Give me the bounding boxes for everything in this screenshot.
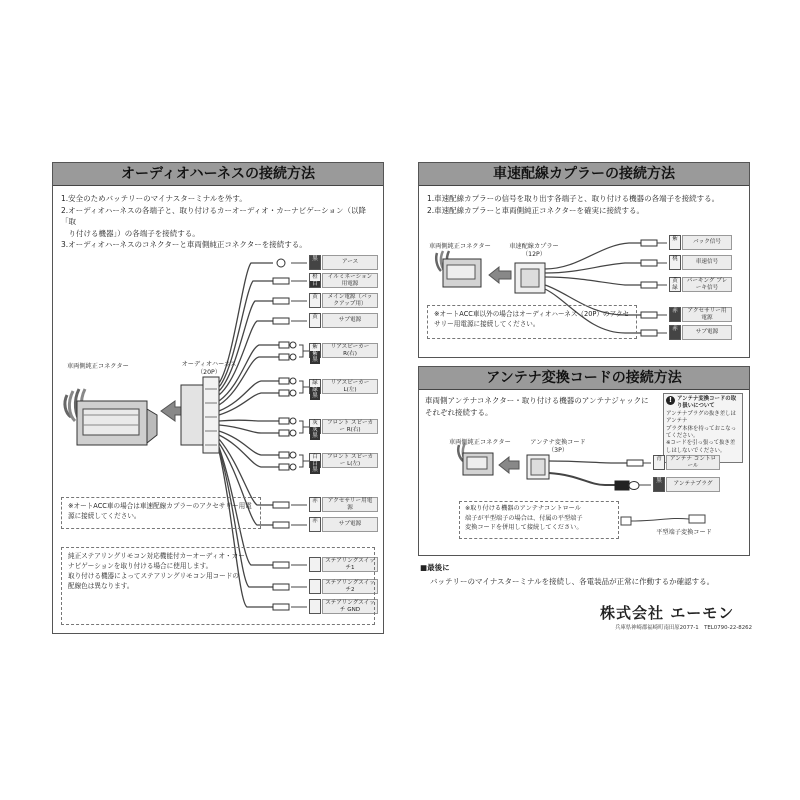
audio-wire-row	[309, 419, 378, 439]
speed-acc-note: ※オートACC車以外の場合はオーディオハーネス（20P）のアクセサリー用電源に接続してください。	[427, 305, 637, 339]
antenna-intro-1: 車両側アンテナコネクター・取り付ける機器のアンテナジャックに	[425, 396, 649, 405]
speed-wire-row	[669, 277, 732, 292]
flat-terminal-cord	[621, 515, 705, 525]
antenna-flat-note	[459, 501, 619, 539]
harness-connector-illustration	[181, 377, 219, 453]
steering-note-line-4: 配線色は異なります。	[68, 582, 134, 590]
speed-wire-color-text: 黄緑	[672, 278, 678, 291]
audio-wire-color-text: 灰黒	[310, 427, 320, 440]
antenna-wire-color-text: 黒	[656, 478, 662, 484]
speed-wire-label: サブ電源	[682, 325, 732, 340]
audio-step-2: 2.オーディオハーネスの各端子と、取り付けるカーオーディオ・カーナビゲーション（以降「取	[61, 205, 366, 226]
audio-wire-color-text: 紫黒	[310, 351, 320, 364]
audio-wire-color-text: 灰	[312, 420, 318, 426]
speed-step-1: 1.車速配線カプラーの信号を取り出す各端子と、取り付ける機器の各端子を接続する。	[427, 194, 720, 203]
speed-vehicle-connector	[436, 251, 481, 287]
audio-wire-row	[309, 497, 378, 512]
audio-wire-color-swatch	[309, 293, 321, 308]
speed-wire-color-text: 赤	[672, 326, 678, 332]
audio-wire-row	[309, 273, 378, 288]
audio-wire-color-swatch	[309, 453, 321, 473]
steering-note-line-2: ナビゲーションを取り付ける場合に使用します。	[68, 562, 213, 570]
audio-wire-color-swatch	[309, 255, 321, 270]
audio-wire-label: フロント スピーカー R(右)	[322, 419, 378, 434]
speed-coupler-illustration	[515, 263, 545, 293]
speed-coupler-name: 車速配線カプラー	[509, 243, 559, 250]
audio-wire-label: サブ電源	[322, 517, 378, 532]
speed-step-2: 2.車速配線カプラーと車両側純正コネクターを確実に接続する。	[427, 205, 645, 215]
steering-note-line-1: 純正ステアリングリモコン対応機能付カーオーディオ・カー	[68, 552, 245, 560]
speed-coupler-title: 車速配線カプラーの接続方法	[419, 163, 749, 186]
flat-cord-label: 平型端子変換コード	[656, 529, 712, 536]
antenna-wire-row	[653, 455, 720, 470]
audio-wire-color-swatch	[309, 517, 321, 532]
final-text: バッテリーのマイナスターミナルを接続し、各電装品が正常に作動するか確認する。	[430, 577, 715, 586]
caution-icon: !	[666, 396, 675, 405]
speed-wire-color-swatch	[669, 325, 681, 340]
company-address: 兵庫県神崎郡福崎町南田原2077-1 TEL0790-22-8262	[614, 625, 752, 631]
audio-wire-color-text: 黒	[312, 256, 318, 262]
audio-wire-label: アース	[322, 255, 378, 270]
speed-wire-color-swatch	[669, 307, 681, 322]
company-name: 株式会社 エーモン	[600, 604, 735, 622]
antenna-cord-label	[523, 439, 593, 455]
audio-acc-note: ※オートACC車の場合は車速配線カプラーのアクセサリー用電源に接続してください。	[61, 497, 261, 529]
audio-wire-color-text: 黄	[312, 294, 318, 300]
antenna-note-1: ※取り付ける機器のアンテナコントロール	[465, 505, 581, 512]
antenna-vehicle-connector-label: 車両側純正コネクター	[449, 439, 511, 446]
caution-line-3: ※コードを引っ張って抜き差しはしないでください。	[666, 440, 736, 454]
audio-steering-note	[61, 547, 375, 625]
audio-wire-color-text: 緑	[312, 380, 318, 386]
audio-step-2b: り付ける機器」）の各端子を接続する。	[61, 228, 200, 238]
antenna-wire-label: アンテナプラグ	[666, 477, 720, 492]
speed-wire-label: 車速信号	[682, 255, 732, 270]
steering-note-line-3: 取り付ける機器によってステアリングリモコン用コードの	[68, 572, 239, 580]
speed-vehicle-connector-label: 車両側純正コネクター	[429, 243, 491, 250]
speed-coupler-label	[503, 243, 565, 259]
antenna-wire-label: アンテナ コントロール	[666, 455, 720, 470]
audio-wire-color-text: 白黒	[310, 461, 320, 474]
audio-wire-row	[309, 453, 378, 473]
speed-wire-color-text: 桃	[672, 256, 678, 262]
audio-wire-color-text: 黄	[312, 314, 318, 320]
audio-step-3: 3.オーディオハーネスのコネクターと車両側純正コネクターを接続する。	[61, 240, 307, 249]
antenna-intro-2: それぞれ接続する。	[425, 407, 493, 417]
audio-wire-label: リアスピーカー L(左)	[322, 379, 378, 394]
audio-wire-color-text: 白	[310, 281, 320, 288]
speed-wire-color-swatch	[669, 235, 681, 250]
audio-harness-label	[169, 361, 249, 377]
audio-wire-row	[309, 343, 378, 363]
caution-title: アンテナ変換コードの取り扱いについて	[677, 396, 737, 410]
audio-wire-label: アクセサリー用電源	[322, 497, 378, 512]
audio-wire-color-text: 赤	[312, 518, 318, 524]
audio-wire-row	[309, 379, 378, 399]
antenna-cord-pins: （3P）	[547, 447, 569, 454]
antenna-terminals	[615, 460, 643, 490]
speed-wire-color-swatch	[669, 255, 681, 270]
audio-vehicle-connector-label: 車両側純正コネクター	[67, 363, 129, 370]
audio-wire-color-text: 紫	[312, 344, 318, 350]
audio-harness-panel	[52, 162, 384, 634]
audio-wire-color-text: 白	[312, 454, 318, 460]
audio-wire-color-swatch	[309, 343, 321, 363]
audio-harness-name: オーディオハーネス	[181, 361, 237, 368]
speed-wire-label: バック信号	[682, 235, 732, 250]
speed-leader-lines	[657, 243, 667, 333]
speed-terminals	[641, 240, 657, 336]
speed-wire-color-text: 赤	[672, 308, 678, 314]
caution-line-1: アンテナプラグの抜き差しはアンテナ	[666, 410, 736, 425]
speed-wire-label: アクセサリー用電源	[682, 307, 732, 322]
audio-wire-row	[309, 313, 378, 328]
speed-wire-row	[669, 307, 732, 322]
audio-wire-color-text: 橙	[312, 274, 318, 280]
audio-wire-label: メイン電源（バックアップ用）	[322, 293, 378, 308]
audio-wire-label: リアスピーカー R(右)	[322, 343, 378, 358]
audio-step-1: 1.安全のためバッテリーのマイナスターミナルを外す。	[61, 194, 247, 203]
audio-wire-color-text: 緑黒	[310, 387, 320, 400]
audio-harness-pins: （20P）	[197, 369, 221, 376]
antenna-cord-name: アンテナ変換コード	[530, 439, 586, 446]
audio-wire-color-swatch	[309, 273, 321, 288]
vehicle-connector-illustration	[65, 389, 157, 445]
antenna-note-3: 変換コードを併用して接続してください。	[465, 524, 583, 532]
audio-wire-row	[309, 293, 378, 308]
speed-wire-color-text: 紫	[672, 236, 678, 242]
speed-coupler-pins: （12P）	[522, 251, 546, 258]
speed-wire-color-swatch	[669, 277, 681, 292]
speed-coupler-panel	[418, 162, 750, 358]
audio-wire-color-swatch	[309, 497, 321, 512]
final-title: ■最後に	[420, 563, 450, 572]
audio-harness-title: オーディオハーネスの接続方法	[53, 163, 383, 186]
audio-wire-color-swatch	[309, 313, 321, 328]
antenna-panel	[418, 366, 750, 556]
antenna-title: アンテナ変換コードの接続方法	[419, 367, 749, 390]
antenna-wire-row	[653, 477, 720, 492]
speed-wire-row	[669, 255, 732, 270]
speed-wire-label: パーキング ブレーキ信号	[682, 277, 732, 292]
audio-wire-label: ステアリングスイッチ GND	[322, 599, 378, 614]
speed-wire-row	[669, 325, 732, 340]
antenna-wire-color-swatch	[653, 455, 665, 470]
antenna-vehicle-connector	[458, 443, 493, 475]
antenna-wire-color-text: 青	[656, 456, 662, 462]
audio-wire-label: フロント スピーカー L(左)	[322, 453, 378, 468]
caution-line-2: プラグ本体を持っておこなってください。	[666, 425, 737, 440]
audio-wire-color-text: 赤	[312, 498, 318, 504]
audio-wire-label: サブ電源	[322, 313, 378, 328]
antenna-arrow	[499, 457, 519, 473]
audio-wire-row	[309, 255, 378, 270]
audio-wire-label: ステアリングスイッチ1	[322, 557, 378, 572]
speed-wire-row	[669, 235, 732, 250]
audio-wire-color-swatch	[309, 379, 321, 399]
audio-wire-label: イルミネーション用電源	[322, 273, 378, 288]
audio-wire-row	[309, 517, 378, 532]
antenna-note-2: 端子が平型端子の場合は、付属の平型端子	[465, 514, 583, 522]
speed-arrow	[489, 267, 511, 283]
antenna-wire-color-swatch	[653, 477, 665, 492]
audio-wire-color-swatch	[309, 419, 321, 439]
antenna-cord-connector	[527, 455, 549, 479]
audio-wire-label: ステアリングスイッチ2	[322, 579, 378, 594]
